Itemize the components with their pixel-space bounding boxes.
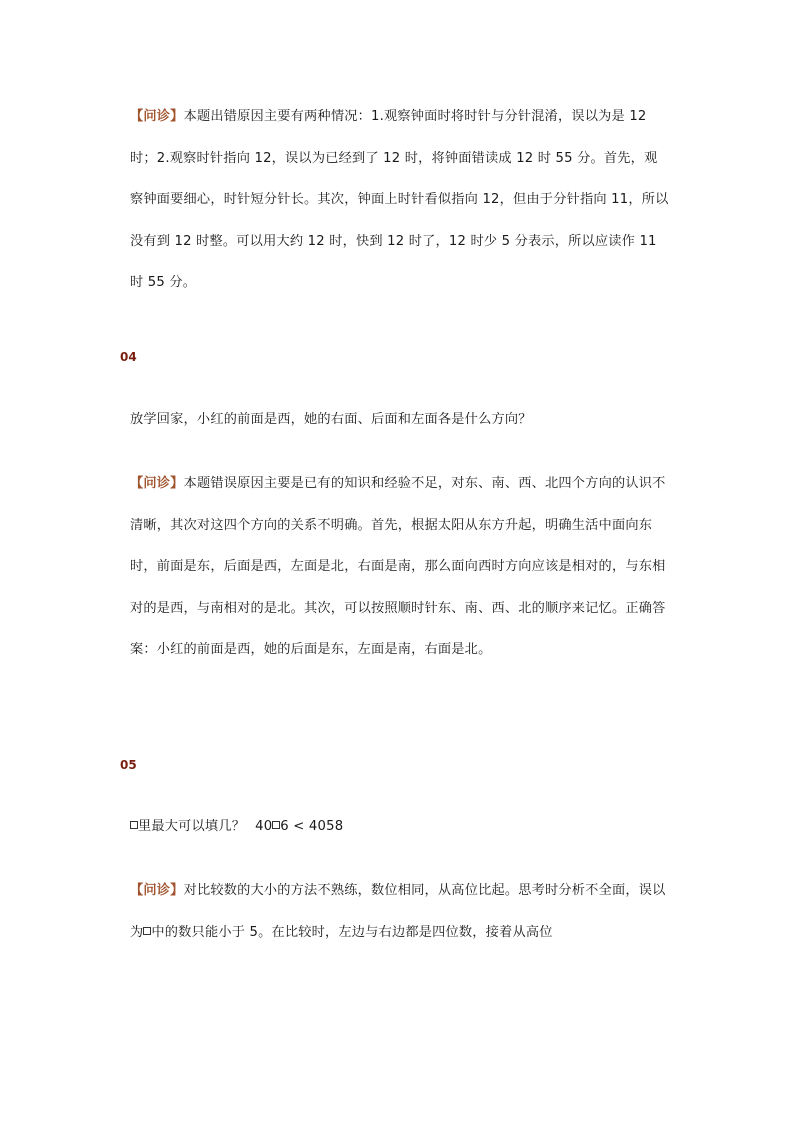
- question-prefix: 里最大可以填几？: [138, 819, 246, 834]
- diagnosis-tag: 【问诊】: [130, 109, 184, 124]
- diagnosis-text: 本题错误原因主要是已有的知识和经验不足，对东、南、西、北四个方向的认识不清晰，其次对这四个方向的关系不明确。首先，根据太阳从东方升起，明确生活中面向东时，前面是东，后面是西，左面是北，右面是南，那么面向西时方向应该是相对的，与东相对的是西，与南相对的是北。其次，可以按照顺时针东、南、西、北的顺序来记忆。正确答案：小红的前面是西，她的后面是东，左面是南，右面是北。: [130, 476, 666, 657]
- diagnosis-tag: 【问诊】: [130, 476, 184, 491]
- inequality-right: 6 < 4058: [280, 819, 344, 834]
- diagnosis-text: 本题出错原因主要有两种情况：1.观察钟面时将时针与分针混淆，误以为是 12 时；2.观察时针指向 12，误以为已经到了 12 时，将钟面错读成 12 时 55 分。首先，观察钟面要细心，时针短分针长。其次，钟面上时针看似指向 12，但由于分针指向 11，所以没有到 12 时整。可以用大约 12 时，快到 12 时了，12 时少 5 分表示，所以应读作 11 时 55 分。: [130, 109, 669, 290]
- question-number: 04: [120, 350, 137, 364]
- inequality-left: 40: [255, 819, 273, 834]
- question-text: [130, 815, 343, 834]
- diagnosis-paragraph-2: [130, 463, 670, 671]
- diagnosis-tag: 【问诊】: [130, 883, 184, 898]
- diagnosis-text-a: 对比较数的大小的方法不熟练，数位相同，从高位比起。思考时分析不全面，误以为: [130, 883, 666, 940]
- diagnosis-paragraph-1: [130, 96, 670, 304]
- diagnosis-paragraph-3: [130, 870, 670, 953]
- diagnosis-text-b: 中的数只能小于 5。在比较时，左边与右边都是四位数，接着从高位: [151, 924, 553, 940]
- question-text: 放学回家，小红的前面是西，她的右面、后面和左面各是什么方向？: [130, 412, 532, 427]
- blank-box-icon: [130, 821, 138, 829]
- question-number: 05: [120, 758, 137, 772]
